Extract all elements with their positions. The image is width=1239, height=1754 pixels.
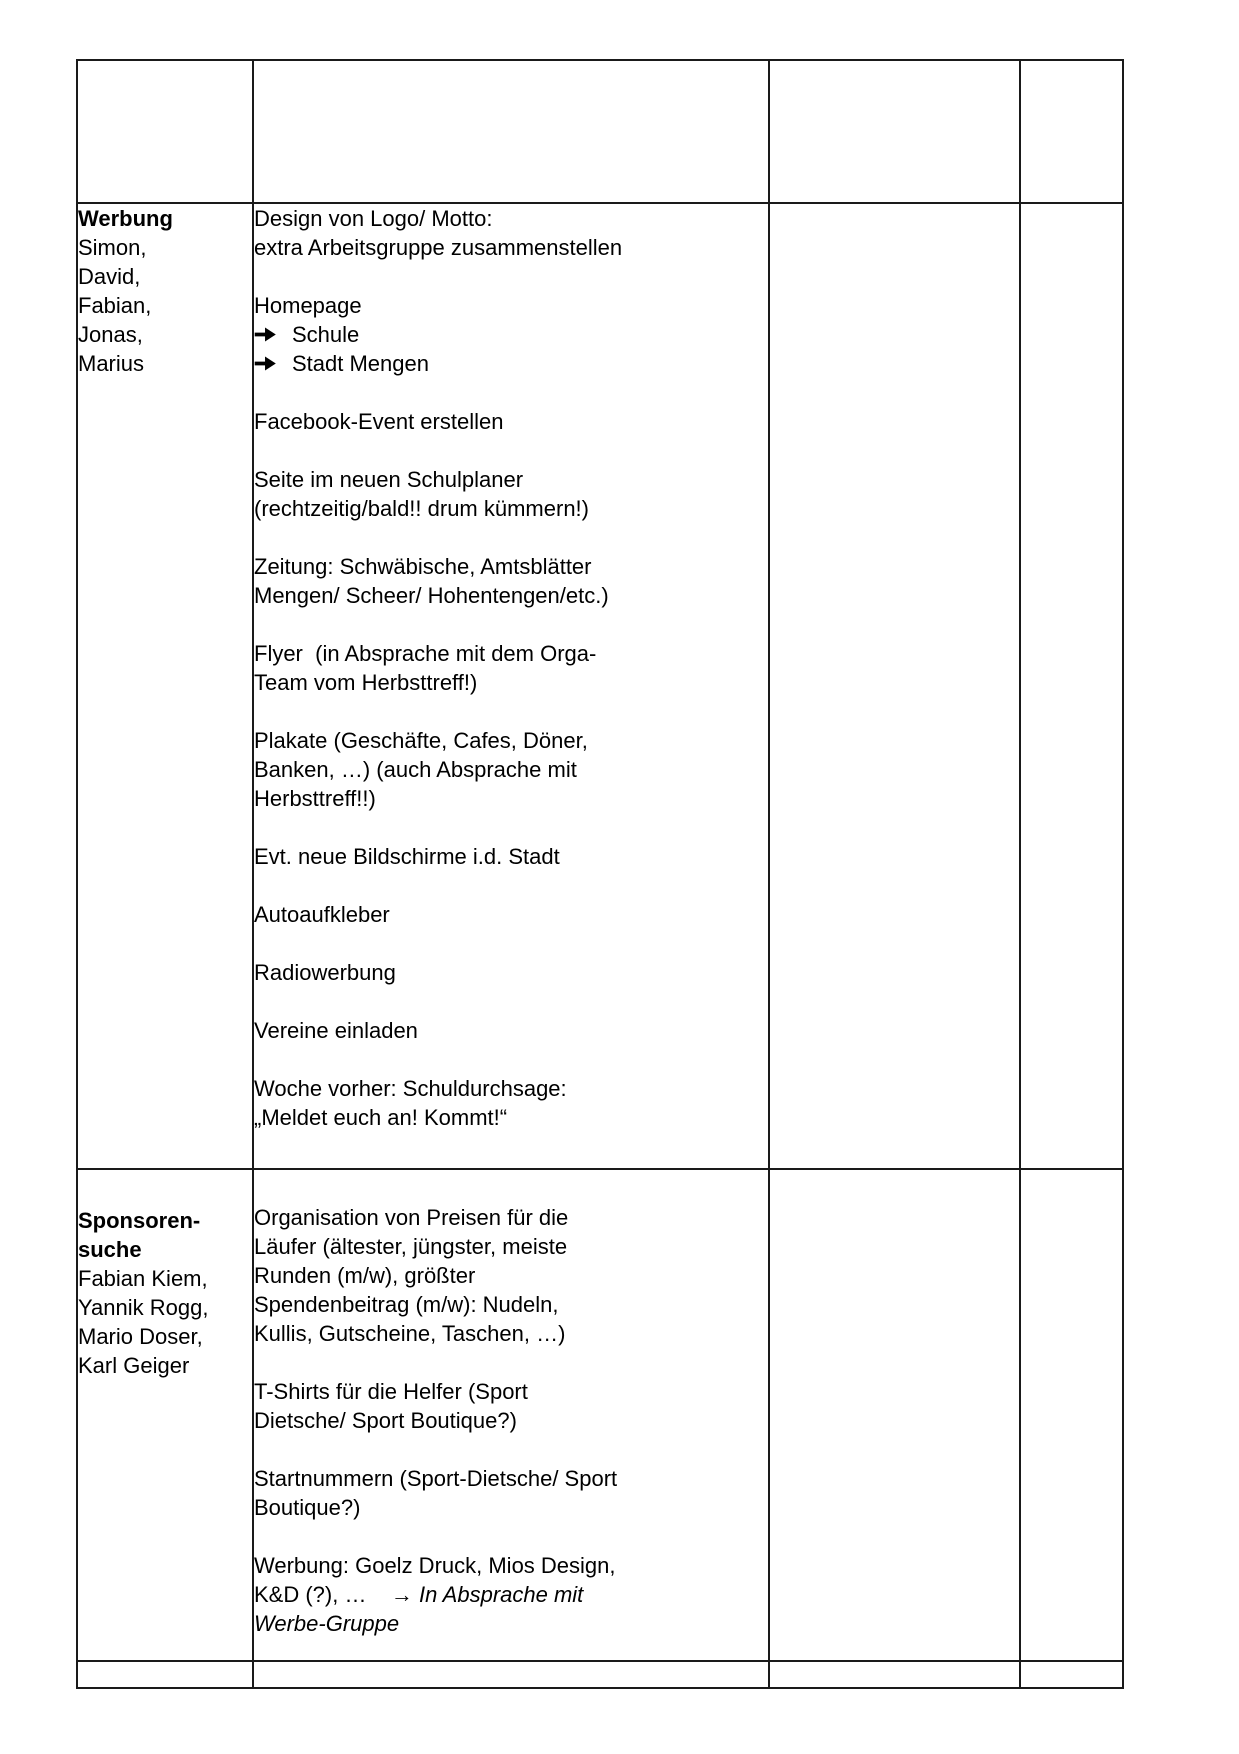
cell-empty [1020,203,1123,1169]
task-paragraph [254,204,768,262]
text-line: Facebook-Event erstellen [254,409,504,434]
text-line: Herbsttreff!!) [254,786,376,811]
tasks-cell-werbung [253,203,769,1169]
group-cell-sponsorensuche [77,1169,253,1661]
text-line: Vereine einladen [254,1018,418,1043]
text-line: Homepage [254,293,362,318]
text-line [254,1609,768,1638]
task-paragraph [254,726,768,813]
tasks-cell-sponsorensuche [253,1169,769,1661]
heavy-right-arrow-icon [254,327,277,342]
task-paragraph [254,407,768,436]
table-row-sponsorensuche [77,1169,1123,1661]
text-line: Evt. neue Bildschirme i.d. Stadt [254,844,560,869]
task-paragraph [254,465,768,523]
italic-note-text: → In Absprache mit [390,1582,584,1607]
cell-empty [77,1661,253,1688]
group-member: Marius [78,351,145,376]
cell-empty [769,1169,1020,1661]
text-line: Flyer (in Absprache mit dem Orga- [254,641,597,666]
arrow-item-label: Schule [292,322,360,347]
task-paragraph [254,958,768,987]
group-member: Yannik Rogg, [78,1295,209,1320]
text-segment: K&D (?), … [254,1582,391,1607]
task-paragraph [254,552,768,610]
task-paragraph [254,1203,768,1348]
table-row-empty-bottom [77,1661,1123,1688]
text-line: Organisation von Preisen für die [254,1205,569,1230]
task-paragraph [254,842,768,871]
task-paragraph [254,1551,768,1638]
text-line: Kullis, Gutscheine, Taschen, …) [254,1321,566,1346]
group-member: Jonas, [78,322,143,347]
text-line: Autoaufkleber [254,902,390,927]
text-line: Radiowerbung [254,960,396,985]
text-line: Boutique?) [254,1495,361,1520]
task-paragraph [254,1377,768,1435]
text-line: Mengen/ Scheer/ Hohentengen/etc.) [254,583,609,608]
text-line: Woche vorher: Schuldurchsage: [254,1076,567,1101]
task-paragraph [254,1464,768,1522]
text-line: Seite im neuen Schulplaner [254,467,524,492]
table-row-werbung [77,203,1123,1169]
text-line [254,349,768,378]
group-cell-werbung [77,203,253,1169]
cell-empty [769,203,1020,1169]
text-line: Werbung: Goelz Druck, Mios Design, [254,1553,616,1578]
text-line: Zeitung: Schwäbische, Amtsblätter [254,554,592,579]
cell-empty [769,60,1020,203]
table-row-empty-top [77,60,1123,203]
group-member: Mario Doser, [78,1324,203,1349]
arrow-item-label: Stadt Mengen [292,351,429,376]
text-line: Läufer (ältester, jüngster, meiste [254,1234,568,1259]
task-paragraph [254,291,768,378]
task-paragraph [254,1016,768,1045]
text-line: Team vom Herbsttreff!) [254,670,478,695]
group-member: Karl Geiger [78,1353,190,1378]
task-paragraph [254,639,768,697]
text-line: Design von Logo/ Motto: [254,206,493,231]
text-line: T-Shirts für die Helfer (Sport [254,1379,528,1404]
text-line: „Meldet euch an! Kommt!“ [254,1105,508,1130]
text-line: Spendenbeitrag (m/w): Nudeln, [254,1292,559,1317]
task-paragraph [254,1074,768,1132]
group-title: suche [78,1237,142,1262]
italic-note-text: Werbe-Gruppe [254,1611,400,1636]
text-line: (rechtzeitig/bald!! drum kümmern!) [254,496,589,521]
group-title: Sponsoren- [78,1208,201,1233]
text-line: Banken, …) (auch Absprache mit [254,757,577,782]
cell-empty [77,60,253,203]
group-title: Werbung [78,206,173,231]
cell-empty [1020,1169,1123,1661]
text-line: Runden (m/w), größter [254,1263,476,1288]
task-paragraph [254,900,768,929]
text-line [254,1580,768,1609]
cell-empty [1020,1661,1123,1688]
text-line [254,320,768,349]
heavy-right-arrow-icon [254,356,277,371]
cell-empty [253,1661,769,1688]
group-member: David, [78,264,141,289]
text-line: Plakate (Geschäfte, Cafes, Döner, [254,728,588,753]
cell-empty [1020,60,1123,203]
text-line: Startnummern (Sport-Dietsche/ Sport [254,1466,618,1491]
text-line: extra Arbeitsgruppe zusammenstellen [254,235,623,260]
group-member: Simon, [78,235,147,260]
group-member: Fabian Kiem, [78,1266,208,1291]
text-line: Dietsche/ Sport Boutique?) [254,1408,517,1433]
planning-table [76,59,1124,1689]
cell-empty [769,1661,1020,1688]
group-member: Fabian, [78,293,152,318]
cell-empty [253,60,769,203]
